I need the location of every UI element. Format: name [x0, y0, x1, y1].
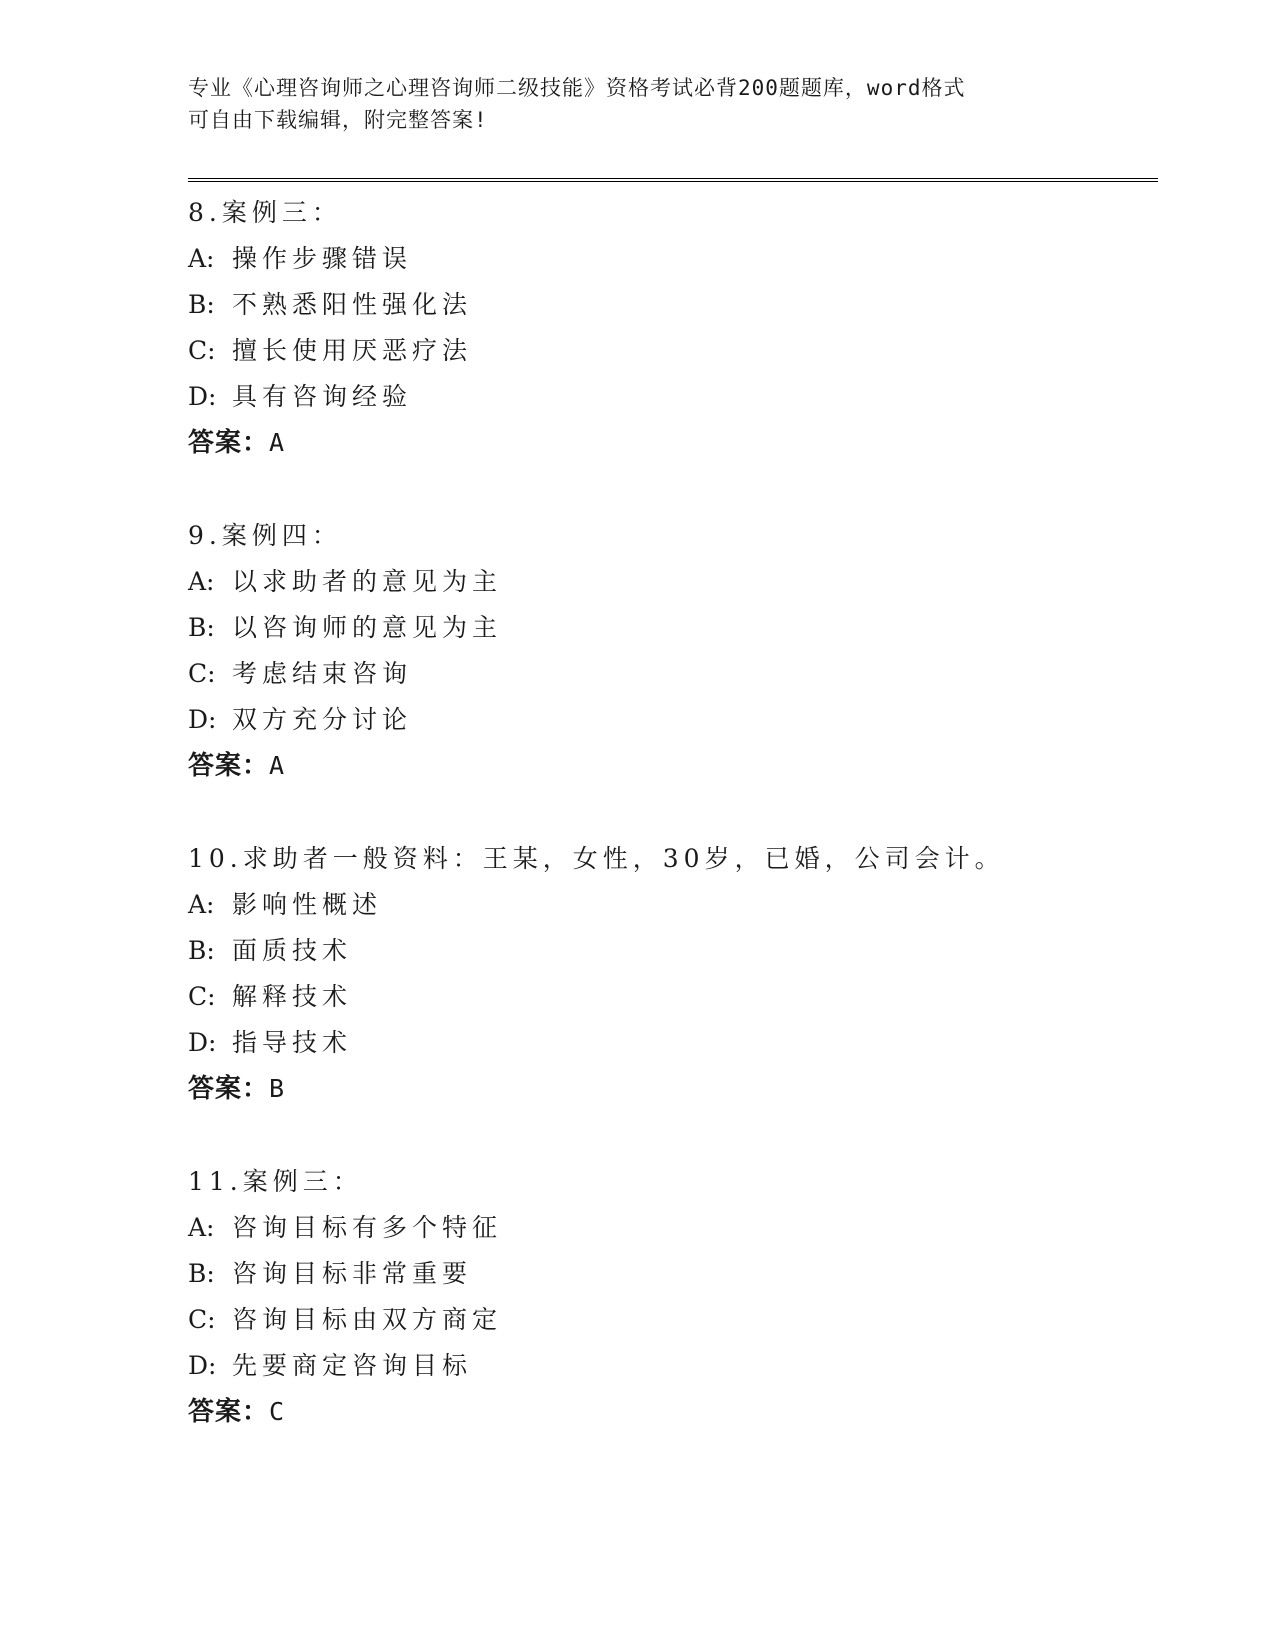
page-header	[188, 72, 1088, 136]
option-d	[188, 374, 1148, 420]
answer-label: 答案：	[188, 1074, 270, 1104]
answer-label: 答案：	[188, 1397, 270, 1427]
option-letter: A:	[188, 244, 215, 273]
option-letter: D:	[188, 1351, 217, 1380]
option-letter: B:	[188, 936, 215, 965]
option-text: 咨询目标有多个特征	[232, 1213, 503, 1242]
option-text: 面质技术	[232, 936, 353, 965]
question-10	[188, 836, 1148, 1112]
option-letter: A:	[188, 1213, 215, 1242]
option-a	[188, 1205, 1148, 1251]
question-9	[188, 513, 1148, 789]
answer-line	[188, 420, 1148, 466]
option-letter: C:	[188, 1305, 216, 1334]
answer-value: A	[269, 428, 286, 457]
option-text: 擅长使用厌恶疗法	[232, 336, 473, 365]
option-text: 先要商定咨询目标	[232, 1351, 473, 1380]
option-b	[188, 282, 1148, 328]
answer-label: 答案：	[188, 428, 270, 458]
option-text: 考虑结束咨询	[232, 659, 413, 688]
question-title: 11.案例三：	[188, 1167, 363, 1196]
header-divider	[188, 178, 1158, 182]
answer-line	[188, 743, 1148, 789]
answer-value: A	[269, 751, 286, 780]
answer-label: 答案：	[188, 751, 270, 781]
option-b	[188, 605, 1148, 651]
option-letter: C:	[188, 982, 216, 1011]
question-list	[188, 190, 1148, 1482]
option-letter: C:	[188, 659, 216, 688]
option-letter: C:	[188, 336, 216, 365]
option-letter: B:	[188, 1259, 215, 1288]
option-text: 操作步骤错误	[232, 244, 413, 273]
option-text: 双方充分讨论	[232, 705, 413, 734]
option-c	[188, 328, 1148, 374]
header-line-2: 可自由下载编辑，附完整答案!	[188, 108, 488, 132]
option-a	[188, 882, 1148, 928]
option-c	[188, 651, 1148, 697]
option-letter: D:	[188, 382, 217, 411]
header-line-1: 专业《心理咨询师之心理咨询师二级技能》资格考试必背200题题库，word格式	[188, 76, 966, 100]
answer-value: C	[269, 1397, 286, 1426]
option-text: 咨询目标非常重要	[232, 1259, 473, 1288]
option-letter: A:	[188, 567, 215, 596]
option-letter: A:	[188, 890, 215, 919]
question-title: 10.求助者一般资料：王某，女性，30岁，已婚，公司会计。	[188, 844, 1005, 873]
option-text: 指导技术	[232, 1028, 353, 1057]
option-text: 具有咨询经验	[232, 382, 413, 411]
option-text: 影响性概述	[232, 890, 383, 919]
option-c	[188, 1297, 1148, 1343]
option-letter: D:	[188, 1028, 217, 1057]
question-8	[188, 190, 1148, 466]
option-text: 以求助者的意见为主	[232, 567, 503, 596]
question-title: 8.案例三：	[188, 198, 342, 227]
option-text: 咨询目标由双方商定	[232, 1305, 503, 1334]
option-a	[188, 559, 1148, 605]
option-text: 不熟悉阳性强化法	[232, 290, 473, 319]
answer-value: B	[269, 1074, 286, 1103]
option-text: 以咨询师的意见为主	[232, 613, 503, 642]
option-a	[188, 236, 1148, 282]
option-letter: D:	[188, 705, 217, 734]
option-letter: B:	[188, 613, 215, 642]
answer-line	[188, 1066, 1148, 1112]
option-c	[188, 974, 1148, 1020]
question-11	[188, 1159, 1148, 1435]
option-d	[188, 1020, 1148, 1066]
question-title: 9.案例四：	[188, 521, 342, 550]
option-d	[188, 697, 1148, 743]
option-letter: B:	[188, 290, 215, 319]
answer-line	[188, 1389, 1148, 1435]
option-d	[188, 1343, 1148, 1389]
option-b	[188, 1251, 1148, 1297]
option-text: 解释技术	[232, 982, 353, 1011]
option-b	[188, 928, 1148, 974]
